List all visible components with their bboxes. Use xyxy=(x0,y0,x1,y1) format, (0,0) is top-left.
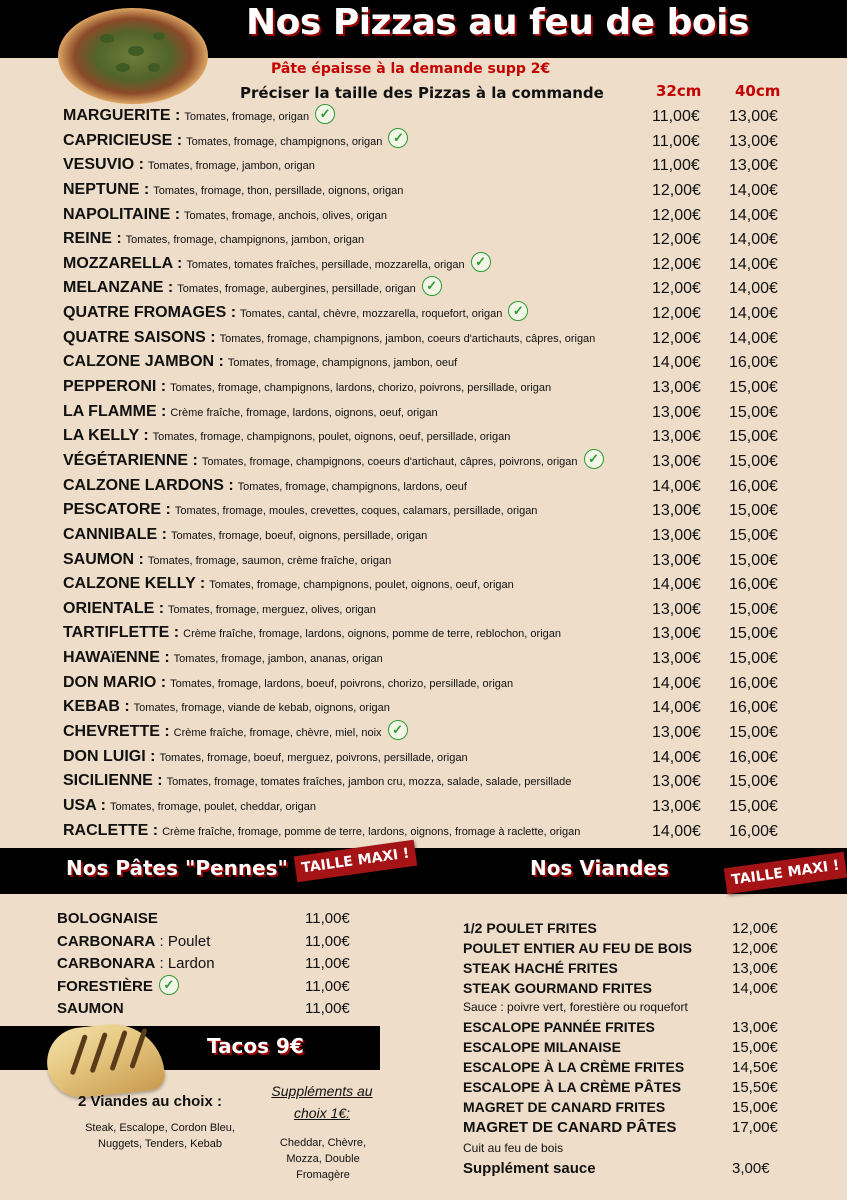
price-40: 15,00€ xyxy=(729,797,778,815)
pizza-name-block xyxy=(63,206,387,224)
pizza-description: Tomates, fromage, champignons, poulet, oignons, oeuf, origan xyxy=(209,579,514,592)
pizza-name: ORIENTALE : xyxy=(63,599,165,617)
price-40: 15,00€ xyxy=(729,625,778,643)
pizza-description: Tomates, tomates fraîches, persillade, mozzarella, origan xyxy=(186,258,465,271)
pizza-name: DON LUIGI : xyxy=(63,747,156,765)
pizza-name: MOZZARELLA : xyxy=(63,254,183,272)
pates-title: Nos Pâtes "Pennes" xyxy=(66,856,288,880)
price-32: 13,00€ xyxy=(652,428,701,446)
pates-price: 11,00€ xyxy=(305,955,350,972)
pizza-description: Tomates, fromage, thon, persillade, oignons, origan xyxy=(153,184,404,197)
price-40: 16,00€ xyxy=(729,576,778,594)
viandes-title: Nos Viandes xyxy=(530,856,669,880)
pizza-name: CANNIBALE : xyxy=(63,525,167,543)
pizza-name-block xyxy=(63,378,551,396)
vegetarian-check-icon: ✓ xyxy=(315,104,335,124)
pizza-name: PEPPERONI : xyxy=(63,378,167,396)
viande-row xyxy=(463,1059,793,1079)
pizza-name-block xyxy=(63,501,537,519)
price-32: 14,00€ xyxy=(652,477,701,495)
pizza-description: Tomates, fromage, viande de kebab, oignons, origan xyxy=(133,702,390,715)
viande-name: POULET ENTIER AU FEU DE BOIS xyxy=(463,940,692,956)
pizza-name-block xyxy=(63,230,364,248)
viande-price: 13,00€ xyxy=(732,960,778,977)
tacos-title: Tacos 9€ xyxy=(207,1034,304,1058)
pates-name: CARBONARA xyxy=(57,932,156,950)
pizza-name-block xyxy=(63,132,408,150)
pizza-row xyxy=(63,425,843,450)
price-32: 14,00€ xyxy=(652,822,701,840)
pizza-name: CALZONE LARDONS : xyxy=(63,476,234,494)
viande-row xyxy=(463,1119,793,1141)
viande-note xyxy=(463,1000,793,1019)
price-40: 15,00€ xyxy=(729,724,778,742)
price-32: 12,00€ xyxy=(652,255,701,273)
pizza-name-block xyxy=(63,797,316,815)
viandes-list xyxy=(463,920,793,1182)
pizza-photo xyxy=(58,8,208,104)
vegetarian-check-icon: ✓ xyxy=(422,276,442,296)
pates-row xyxy=(57,910,377,933)
price-32: 14,00€ xyxy=(652,354,701,372)
vegetarian-check-icon: ✓ xyxy=(388,720,408,740)
price-40: 15,00€ xyxy=(729,773,778,791)
viande-name: ESCALOPE À LA CRÈME FRITES xyxy=(463,1059,685,1075)
pizza-row xyxy=(63,450,843,475)
pizza-name: LA KELLY : xyxy=(63,427,149,445)
pizza-name: TARTIFLETTE : xyxy=(63,624,180,642)
tacos-supp-title: Suppléments au choix 1€: xyxy=(271,1083,373,1121)
price-32: 13,00€ xyxy=(652,403,701,421)
price-32: 12,00€ xyxy=(652,206,701,224)
pizza-name-block xyxy=(63,698,390,716)
viande-price: 15,50€ xyxy=(732,1079,778,1096)
pates-name: CARBONARA xyxy=(57,955,156,972)
pizza-description: Crème fraîche, fromage, lardons, oignons, pomme de terre, reblochon, origan xyxy=(183,628,561,641)
price-40: 15,00€ xyxy=(729,403,778,421)
pizza-row xyxy=(63,499,843,524)
pizza-row xyxy=(63,696,843,721)
pizza-row xyxy=(63,598,843,623)
viande-row xyxy=(463,1079,793,1099)
price-32: 13,00€ xyxy=(652,551,701,569)
price-32: 13,00€ xyxy=(652,502,701,520)
viande-row xyxy=(463,920,793,940)
pizza-name-block xyxy=(63,156,315,174)
price-32: 13,00€ xyxy=(652,650,701,668)
pates-row xyxy=(57,1000,377,1023)
pizza-name-block xyxy=(63,551,391,569)
price-40: 16,00€ xyxy=(729,822,778,840)
pizza-name-block xyxy=(63,181,403,199)
viande-name: STEAK HACHÉ FRITES xyxy=(463,960,618,976)
price-32: 12,00€ xyxy=(652,329,701,347)
price-32: 13,00€ xyxy=(652,797,701,815)
pates-name: BOLOGNAISE xyxy=(57,910,158,927)
pizza-description: Tomates, fromage, champignons, lardons, chorizo, poivrons, persillade, origan xyxy=(170,382,552,395)
tacos-supp-desc: Cheddar, Chèvre, Mozza, Double Fromagère xyxy=(279,1137,367,1181)
pizza-list xyxy=(63,105,843,844)
price-40: 14,00€ xyxy=(729,255,778,273)
pizza-name-block xyxy=(63,107,335,125)
price-40: 14,00€ xyxy=(729,231,778,249)
pizza-row xyxy=(63,672,843,697)
pizza-name-block xyxy=(63,279,442,297)
viande-name: MAGRET DE CANARD PÂTES xyxy=(463,1119,677,1136)
pizza-name: DON MARIO : xyxy=(63,673,167,691)
pates-variant: : Poulet xyxy=(155,932,211,950)
page-title: Nos Pizzas au feu de bois xyxy=(246,2,749,43)
viande-row xyxy=(463,980,793,1000)
pizza-row xyxy=(63,770,843,795)
price-40: 15,00€ xyxy=(729,428,778,446)
pizza-description: Tomates, fromage, champignons, coeurs d'artichaut, câpres, poivrons, origan xyxy=(201,455,578,468)
viande-price: 13,00€ xyxy=(732,1019,778,1036)
pizza-description: Tomates, fromage, boeuf, merguez, poivrons, persillade, origan xyxy=(159,751,468,764)
viande-name: Sauce : poivre vert, forestière ou roquefort xyxy=(463,1000,688,1014)
pizza-name: LA FLAMME : xyxy=(63,402,167,420)
pizza-name: CALZONE JAMBON : xyxy=(63,353,224,371)
vegetarian-check-icon: ✓ xyxy=(508,301,528,321)
pizza-row xyxy=(63,302,843,327)
pizza-name: KEBAB : xyxy=(63,698,130,716)
pizza-name: VÉGÉTARIENNE : xyxy=(63,451,198,469)
pizza-row xyxy=(63,524,843,549)
price-32: 13,00€ xyxy=(652,600,701,618)
price-32: 13,00€ xyxy=(652,452,701,470)
pizza-description: Crème fraîche, fromage, pomme de terre, lardons, oignons, fromage à raclette, origan xyxy=(162,825,581,838)
price-32: 12,00€ xyxy=(652,181,701,199)
pizza-description: Tomates, fromage, jambon, origan xyxy=(147,160,315,173)
pizza-row xyxy=(63,105,843,130)
price-40: 15,00€ xyxy=(729,502,778,520)
pates-variant: : Lardon xyxy=(155,955,215,972)
size-instruction: Préciser la taille des Pizzas à la commande xyxy=(240,84,604,102)
pizza-name: CHEVRETTE : xyxy=(63,723,170,741)
viande-row xyxy=(463,1160,793,1182)
pizza-name: MELANZANE : xyxy=(63,279,174,297)
pizza-name-block xyxy=(63,353,457,371)
pizza-row xyxy=(63,130,843,155)
price-32: 13,00€ xyxy=(652,625,701,643)
viande-name: ESCALOPE PANNÉE FRITES xyxy=(463,1019,655,1035)
pates-row xyxy=(57,978,377,1001)
pizza-name: NEPTUNE : xyxy=(63,180,150,198)
price-40: 16,00€ xyxy=(729,354,778,372)
pizza-row xyxy=(63,746,843,771)
pizza-row xyxy=(63,277,843,302)
price-40: 14,00€ xyxy=(729,181,778,199)
price-32: 13,00€ xyxy=(652,379,701,397)
pizza-description: Tomates, fromage, champignons, lardons, oeuf xyxy=(237,480,467,493)
vegetarian-check-icon: ✓ xyxy=(388,128,408,148)
pizza-description: Tomates, fromage, boeuf, oignons, persillade, origan xyxy=(171,529,428,542)
pizza-name: USA : xyxy=(63,796,106,814)
pizza-name: RACLETTE : xyxy=(63,821,159,839)
viande-price: 3,00€ xyxy=(732,1160,770,1177)
pizza-name-block xyxy=(63,649,383,667)
pizza-description: Tomates, fromage, merguez, olives, origan xyxy=(168,603,376,616)
price-32: 12,00€ xyxy=(652,305,701,323)
viande-price: 15,00€ xyxy=(732,1099,778,1116)
tacos-choice-title: 2 Viandes au choix : xyxy=(78,1093,222,1110)
pizza-description: Tomates, cantal, chèvre, mozzarella, roquefort, origan xyxy=(240,308,503,321)
price-32: 14,00€ xyxy=(652,576,701,594)
vegetarian-check-icon: ✓ xyxy=(471,252,491,272)
price-40: 16,00€ xyxy=(729,748,778,766)
viande-price: 14,50€ xyxy=(732,1059,778,1076)
pizza-name-block xyxy=(63,772,571,790)
pates-price: 11,00€ xyxy=(305,1000,350,1017)
pizza-description: Tomates, fromage, aubergines, persillade, origan xyxy=(177,283,416,296)
price-40: 14,00€ xyxy=(729,329,778,347)
pizza-name-block xyxy=(63,723,408,741)
pizza-description: Crème fraîche, fromage, chèvre, miel, noix xyxy=(173,727,382,740)
pizza-name: QUATRE SAISONS : xyxy=(63,328,216,346)
pizza-row xyxy=(63,475,843,500)
pizza-name: REINE : xyxy=(63,230,122,248)
viande-name: Cuit au feu de bois xyxy=(463,1141,564,1155)
pizza-name: VESUVIO : xyxy=(63,156,144,174)
pizza-name-block xyxy=(63,674,513,692)
tacos-choice-desc: Steak, Escalope, Cordon Bleu, Nuggets, Tenders, Kebab xyxy=(85,1122,235,1150)
size-header-40: 40cm xyxy=(735,82,781,100)
viande-row xyxy=(463,1039,793,1059)
pizza-name-block xyxy=(63,427,510,445)
pizza-row xyxy=(63,401,843,426)
pizza-name-block xyxy=(63,452,604,470)
price-32: 14,00€ xyxy=(652,674,701,692)
price-32: 13,00€ xyxy=(652,526,701,544)
price-32: 13,00€ xyxy=(652,724,701,742)
price-32: 14,00€ xyxy=(652,748,701,766)
viande-name: MAGRET DE CANARD FRITES xyxy=(463,1099,666,1115)
pizza-row xyxy=(63,573,843,598)
price-32: 11,00€ xyxy=(652,108,700,125)
viande-name: ESCALOPE À LA CRÈME PÂTES xyxy=(463,1079,682,1095)
pizza-row xyxy=(63,795,843,820)
pizza-description: Tomates, fromage, jambon, ananas, origan xyxy=(173,653,383,666)
vegetarian-check-icon: ✓ xyxy=(159,975,179,995)
pates-badge-text: TAILLE MAXI ! xyxy=(300,845,411,877)
viande-price: 12,00€ xyxy=(732,920,778,937)
pizza-name: CALZONE KELLY : xyxy=(63,575,206,593)
pizza-description: Tomates, fromage, champignons, poulet, oignons, oeuf, persillade, origan xyxy=(152,431,511,444)
pizza-name: HAWAïENNE : xyxy=(63,649,170,667)
pizza-description: Tomates, fromage, champignons, jambon, coeurs d'artichauts, câpres, origan xyxy=(219,332,596,345)
pizza-name-block xyxy=(63,822,580,840)
pizza-row xyxy=(63,549,843,574)
pizza-row xyxy=(63,647,843,672)
pates-list xyxy=(57,910,377,1023)
viandes-badge-text: TAILLE MAXI ! xyxy=(730,857,841,889)
pizza-name-block xyxy=(63,526,427,544)
price-40: 13,00€ xyxy=(729,132,778,150)
price-40: 15,00€ xyxy=(729,526,778,544)
pizza-name: MARGUERITE : xyxy=(63,107,181,124)
pizza-name-block xyxy=(63,329,595,347)
pates-name: FORESTIÈRE xyxy=(57,977,153,995)
pates-row xyxy=(57,933,377,956)
viande-note xyxy=(463,1141,793,1160)
viande-price: 12,00€ xyxy=(732,940,778,957)
pizza-description: Tomates, fromage, tomates fraîches, jambon cru, mozza, salade, salade, persillade xyxy=(166,776,572,789)
pizza-description: Tomates, fromage, saumon, crème fraîche, origan xyxy=(147,554,392,567)
pates-price: 11,00€ xyxy=(305,977,350,995)
pizza-name-block xyxy=(63,403,438,421)
pizza-row xyxy=(63,154,843,179)
pizza-name: NAPOLITAINE : xyxy=(63,205,181,223)
viande-name: 1/2 POULET FRITES xyxy=(463,920,597,936)
pizza-row xyxy=(63,376,843,401)
pizza-name-block xyxy=(63,748,468,766)
viande-row xyxy=(463,940,793,960)
viande-name: Supplément sauce xyxy=(463,1160,596,1177)
pizza-name: PESCATORE : xyxy=(63,501,171,519)
price-40: 15,00€ xyxy=(729,600,778,618)
price-32: 12,00€ xyxy=(652,280,701,298)
pizza-row xyxy=(63,204,843,229)
price-40: 14,00€ xyxy=(729,206,778,224)
price-40: 16,00€ xyxy=(729,477,778,495)
pizza-name-block xyxy=(63,600,376,618)
pates-price: 11,00€ xyxy=(305,910,350,927)
price-40: 13,00€ xyxy=(729,157,778,175)
pates-row xyxy=(57,955,377,978)
pizza-description: Crème fraîche, fromage, lardons, oignons, oeuf, origan xyxy=(170,406,438,419)
pates-name: SAUMON xyxy=(57,1000,124,1017)
price-40: 16,00€ xyxy=(729,674,778,692)
pizza-name: SAUMON : xyxy=(63,550,144,568)
viande-price: 14,00€ xyxy=(732,980,778,997)
pizza-row xyxy=(63,351,843,376)
pizza-row xyxy=(63,228,843,253)
pizza-row xyxy=(63,721,843,746)
viande-row xyxy=(463,1099,793,1119)
viande-price: 17,00€ xyxy=(732,1119,778,1136)
thick-dough-note: Pâte épaisse à la demande supp 2€ xyxy=(271,61,551,77)
pizza-description: Tomates, fromage, champignons, origan xyxy=(186,135,383,148)
price-40: 13,00€ xyxy=(729,108,778,125)
price-40: 15,00€ xyxy=(729,650,778,668)
pizza-name-block xyxy=(63,304,528,322)
pizza-name-block xyxy=(63,477,467,495)
pizza-description: Tomates, fromage, champignons, jambon, oeuf xyxy=(227,357,458,370)
viande-row xyxy=(463,960,793,980)
viande-name: STEAK GOURMAND FRITES xyxy=(463,980,652,996)
pizza-name-block xyxy=(63,575,514,593)
pizza-name: CAPRICIEUSE : xyxy=(63,131,183,149)
price-40: 15,00€ xyxy=(729,452,778,470)
price-40: 15,00€ xyxy=(729,551,778,569)
pizza-row xyxy=(63,622,843,647)
price-32: 11,00€ xyxy=(652,157,700,175)
pizza-description: Tomates, fromage, champignons, jambon, origan xyxy=(125,234,365,247)
pizza-description: Tomates, fromage, lardons, boeuf, poivrons, chorizo, persillade, origan xyxy=(170,677,514,690)
price-40: 14,00€ xyxy=(729,305,778,323)
pizza-description: Tomates, fromage, moules, crevettes, coques, calamars, persillade, origan xyxy=(174,505,538,518)
pizza-row xyxy=(63,327,843,352)
price-32: 11,00€ xyxy=(652,132,700,150)
price-40: 14,00€ xyxy=(729,280,778,298)
pizza-description: Tomates, fromage, origan xyxy=(184,111,310,123)
price-32: 12,00€ xyxy=(652,231,701,249)
price-40: 16,00€ xyxy=(729,699,778,717)
pizza-name-block xyxy=(63,624,561,642)
pizza-description: Tomates, fromage, anchois, olives, origan xyxy=(184,209,388,222)
price-32: 13,00€ xyxy=(652,773,701,791)
pates-price: 11,00€ xyxy=(305,932,350,950)
price-40: 15,00€ xyxy=(729,379,778,397)
price-32: 14,00€ xyxy=(652,699,701,717)
pizza-name-block xyxy=(63,255,491,273)
viande-name: ESCALOPE MILANAISE xyxy=(463,1039,621,1055)
size-header-32: 32cm xyxy=(656,82,702,100)
viande-price: 15,00€ xyxy=(732,1039,778,1056)
pizza-row xyxy=(63,253,843,278)
pizza-description: Tomates, fromage, poulet, cheddar, origan xyxy=(109,800,317,813)
viande-row xyxy=(463,1019,793,1039)
pizza-row xyxy=(63,820,843,845)
vegetarian-check-icon: ✓ xyxy=(584,449,604,469)
pizza-row xyxy=(63,179,843,204)
pizza-name: QUATRE FROMAGES : xyxy=(63,304,237,322)
pizza-name: SICILIENNE : xyxy=(63,772,163,790)
